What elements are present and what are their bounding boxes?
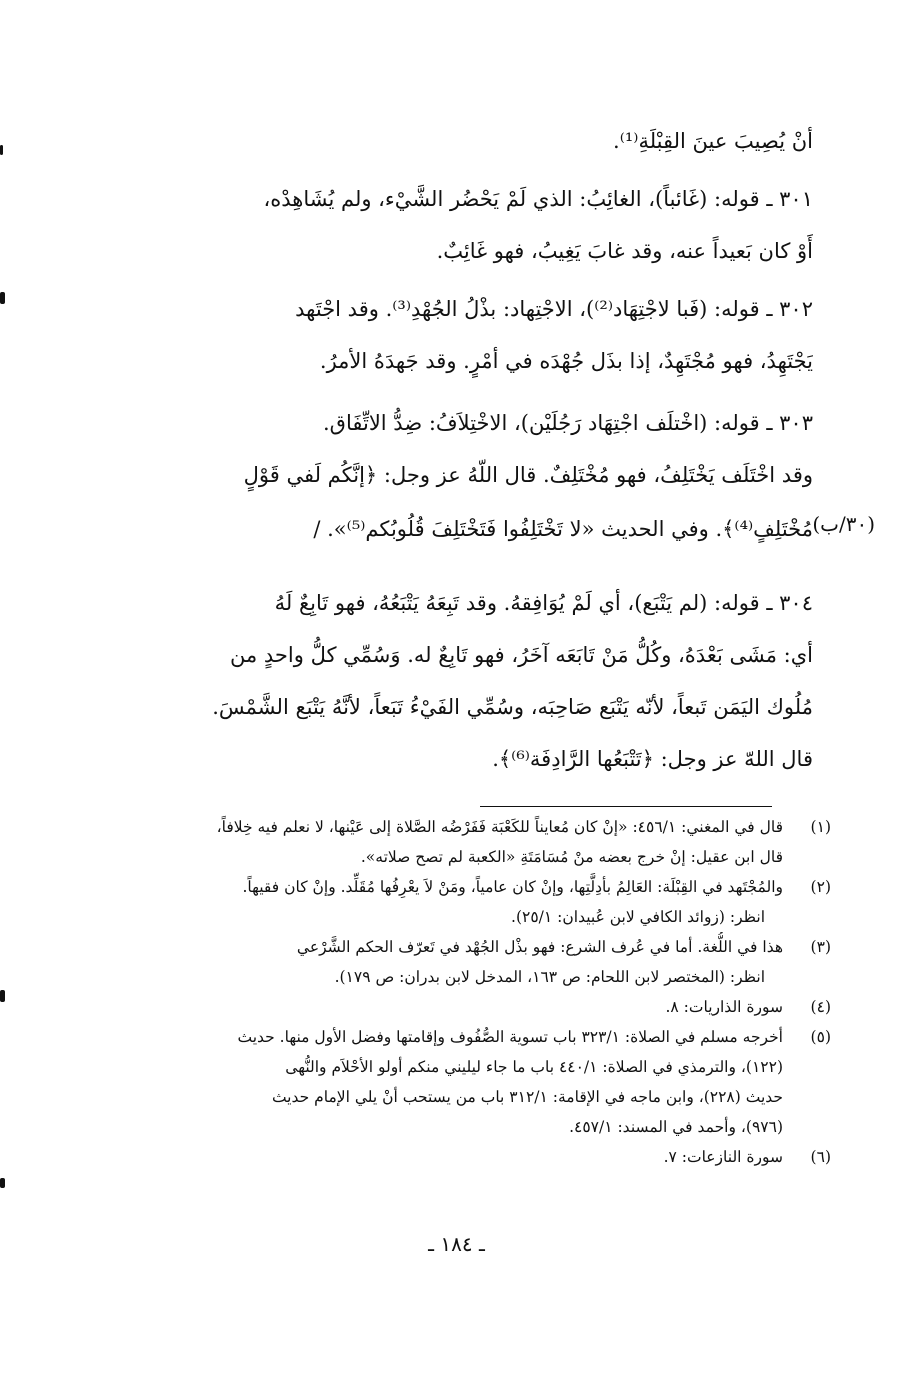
text-line: أنْ يُصِيبَ عينَ القِبْلَةِ⁽¹⁾. [613,129,813,153]
footnote-line: حديث (٢٢٨)، وابن ماجه في الإقامة: ٣١٢/١ باب من يستحب أنْ يلي الإمام حديث [271,1088,783,1106]
text-line: أي: مَشَى بَعْدَهُ، وكُلُّ مَنْ تَابَعَه آخَرُ، فهو تَابِعٌ له. وَسُمِّي كلُّ واحدٍ من [230,643,813,667]
text-line: ٣٠١ ـ قوله: (غَائباً)، الغائِبُ: الذي لَمْ يَحْضُر الشَّيْء، ولم يُشَاهِدْه، [263,187,813,211]
footnote-line: سورة النازعات: ٧. [663,1148,783,1166]
footnote [85,1022,831,1142]
footnote-line: قال في المغني: ٤٥٦/١: «إنْ كان مُعايناً للكَعْبَة فَفَرْضُه الصَّلاة إلى عَيْنها، لا نعلم فيه خِلافاً، [216,818,783,836]
margin-folio-note: (٣٠/ب) [812,512,875,536]
footnote-line: (٩٧٦)، وأحمد في المسند: ٤٥٧/١. [569,1118,783,1136]
text-line: مُخْتَلِفٍ⁽⁴⁾﴾. وفي الحديث «لا تَخْتَلِفُوا فَتَخْتَلِفَ قُلُوبُكم⁽⁵⁾». / [313,517,813,541]
text-line: قال اللهّ عز وجل: ﴿تَتْبَعُها الرَّادِفَة⁽⁶⁾﴾. [492,747,813,771]
scan-edge-mark [0,1178,5,1188]
footnote-number: (٤) [810,998,831,1016]
footnotes [85,812,831,1172]
footnote-line: أخرجه مسلم في الصلاة: ٣٢٣/١ باب تسوية الصُّفُوف وإقامتها وفضل الأول منها. حديث [237,1028,783,1046]
main-text [85,112,813,788]
footnote-number: (٦) [810,1148,831,1166]
footnote [85,872,831,932]
footnote-number: (١) [810,818,831,836]
scan-edge-mark [0,145,3,155]
footnote-number: (٣) [810,938,831,956]
scan-edge-mark [0,292,5,304]
text-line: مُلُوك اليَمَن تَبعاً، لأنّه يَتْبَع صَاحِبَه، وسُمِّي الفَيْءُ تَبَعاً، لأنَّهُ يَتْبَع الشَّمْسَ. [212,695,813,719]
footnote-line: هذا في اللُّغة. أما في عُرف الشرع: فهو بذْل الجُهْد في تَعرّف الحكم الشَّرْعي [296,938,783,956]
text-line: ٣٠٣ ـ قوله: (اخْتلَف اجْتِهَاد رَجُلَيْن)، الاخْتِلاَفُ: ضِدُّ الاتِّفَاق. [322,411,813,435]
page-number: ـ ١٨٤ ـ [428,1232,485,1256]
footnote-separator [480,806,772,807]
footnote-number: (٥) [810,1028,831,1046]
footnote [85,932,831,992]
text-line: يَجْتَهِدُ، فهو مُجْتَهِدٌ، إذا بذَل جُهْدَه في أمْرٍ. وقد جَهدَهُ الأمرُ. [319,349,813,373]
text-line: ٣٠٢ ـ قوله: (فَبا لاجْتِهَاد⁽²⁾)، الاجْتِهاد: بذْلُ الجُهْدِ⁽³⁾. وقد اجْتَهد [295,297,813,321]
footnote-line: قال ابن عقيل: إنْ خرج بعضه منْ مُسَامَتَةِ «الكعبة لم تصح صلاته». [360,848,783,866]
footnote-line: انظر: (المختصر لابن اللحام: ص ١٦٣، المدخل لابن بدران: ص ١٧٩). [334,968,765,986]
scan-edge-mark [0,990,5,1002]
footnote [85,1142,831,1172]
text-line: وقد اخْتَلَف يَخْتَلِفُ، فهو مُخْتَلِفٌ. قال اللّهُ عز وجل: ﴿إنَّكُم لَفي قَوْلٍ [243,463,813,487]
footnote-line: انظر: (زوائد الكافي لابن عُبيدان: ٢٥/١). [511,908,765,926]
footnote-line: والمُجْتَهد في القِبْلَة: العَالِمُ بأدِلَّتِها، وإنْ كان عامياً، ومَنْ لاَ يعْرِفُها مُقَلِّد. وإنْ كان فقيهاً. [242,878,783,896]
footnote-line: سورة الذاريات: ٨. [665,998,783,1016]
text-line: أَوْ كان بَعيداً عنه، وقد غابَ يَغِيبُ، فهو غَائِبٌ. [436,239,813,263]
text-line: ٣٠٤ ـ قوله: (لم يَتْبَع)، أي لَمْ يُوَافِقهُ. وقد تَبِعَهُ يَتْبَعُهُ، فهو تَابِعٌ لَهُ [274,591,813,615]
footnote-line: (١٢٢)، والترمذي في الصلاة: ٤٤٠/١ باب ما جاء ليليني منكم أولو الأحْلاَم والنُّهى [285,1058,783,1076]
footnote [85,812,831,872]
footnote [85,992,831,1022]
footnote-number: (٢) [810,878,831,896]
